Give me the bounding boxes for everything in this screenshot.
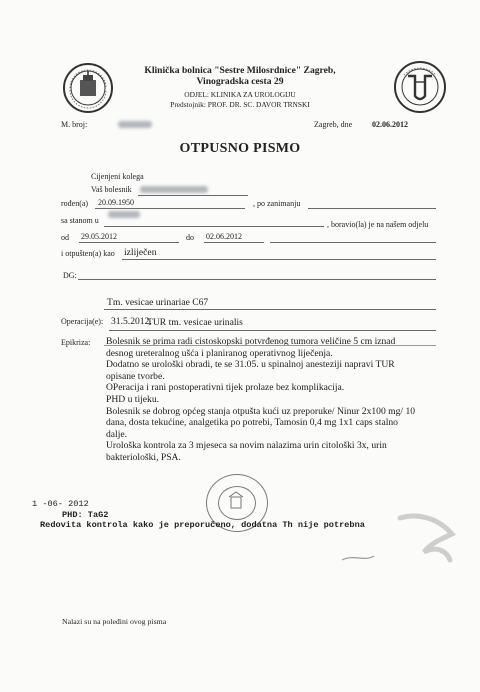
record-number-label: M. broj: (61, 120, 88, 129)
epicrisis-line: Dodatno se urološki obradi, te se 31.05. u spinalnoj anesteziji napravi TUR (106, 359, 395, 371)
hospital-name: Klinička bolnica "Sestre Milosrdnice" Zagreb, (144, 65, 336, 76)
letter-date: 02.06.2012 (372, 120, 408, 129)
page-title: OTPUSNO PISMO (179, 141, 301, 156)
operation-label: Operacija(e): (61, 317, 104, 326)
redacted-residence (108, 211, 140, 218)
epicrisis-line: dana, dosta tekućine, analgetika po potrebi, Tamosin 0,4 mg 1x1 caps stalno (106, 417, 398, 429)
born-value: 20.09.1950 (98, 198, 134, 207)
from-label: od (61, 233, 69, 242)
epicrisis-text (106, 336, 415, 464)
urology-clinic-logo-icon (393, 60, 447, 114)
operation-value: TUR tm. vesicae urinalis (147, 317, 243, 328)
department-head: Predstojnik: PROF. DR. SC. DAVOR TRNSKI (170, 100, 310, 109)
to-date: 02.06.2012 (206, 232, 242, 241)
residence-label: sa stanom u (61, 216, 99, 225)
greeting-patient: Vaš bolesnik (91, 185, 132, 194)
addendum-date: 1 -06- 2012 (32, 499, 89, 509)
epicrisis-line: Urološka kontrola za 3 mjeseca sa novim nalazima urin citološki 3x, urin (106, 440, 387, 452)
epicrisis-label: Epikriza: (61, 338, 91, 347)
from-date: 29.05.2012 (81, 232, 117, 241)
department: ODJEL: KLINIKA ZA UROLOGIJU (184, 90, 296, 99)
footer-note: Nalazi su na poleđini ovog pisma (62, 617, 167, 626)
occupation-label: , po zanimanju (253, 199, 301, 208)
epicrisis-line: bakteriološki, PSA. (106, 451, 181, 463)
place-date-label: Zagreb, dne (314, 120, 353, 129)
stay-label: , boravio(la) je na našem odjelu (327, 220, 429, 229)
stamp-emblem-icon (222, 490, 250, 514)
addendum-note: Redovita kontrola kako je preporučeno, dodatna Th nije potrebna (40, 520, 365, 530)
discharged-label: i otpušten(a) kao (61, 249, 115, 258)
diagnosis-label: DG: (63, 271, 77, 280)
discharged-value: izliječen (124, 247, 157, 258)
to-label: do (186, 233, 194, 242)
redacted-record-number (118, 121, 152, 128)
addendum-phd: PHD: TaG2 (62, 510, 109, 520)
born-label: rođen(a) (61, 199, 89, 208)
epicrisis-line: Bolesnik se dobrog općeg stanja otpušta kući uz preporuke/ Ninur 2x100 mg/ 10 (106, 405, 416, 417)
hospital-address: Vinogradska cesta 29 (196, 76, 284, 87)
greeting-colleague: Cijenjeni kolega (91, 172, 144, 181)
epicrisis-line: OPeracija i rani postoperativni tijek prolaze bez komplikacija. (106, 382, 345, 394)
epicrisis-line: PHD u tijeku. (106, 393, 160, 405)
epicrisis-line: dalje. (106, 428, 128, 440)
epicrisis-line: desnog ureteralnog ušća i planiranog operativnog liječenja. (106, 347, 333, 359)
epicrisis-line: Bolesnik se prima radi cistoskopski potvrđenog tumora veličine 5 cm iznad (106, 336, 396, 347)
diagnosis-value: Tm. vesicae urinariae C67 (107, 297, 209, 308)
redacted-patient-name (140, 186, 208, 193)
epicrisis-line: opisane tvorbe. (106, 370, 165, 382)
operation-date: 31.5.2012. (111, 316, 152, 327)
